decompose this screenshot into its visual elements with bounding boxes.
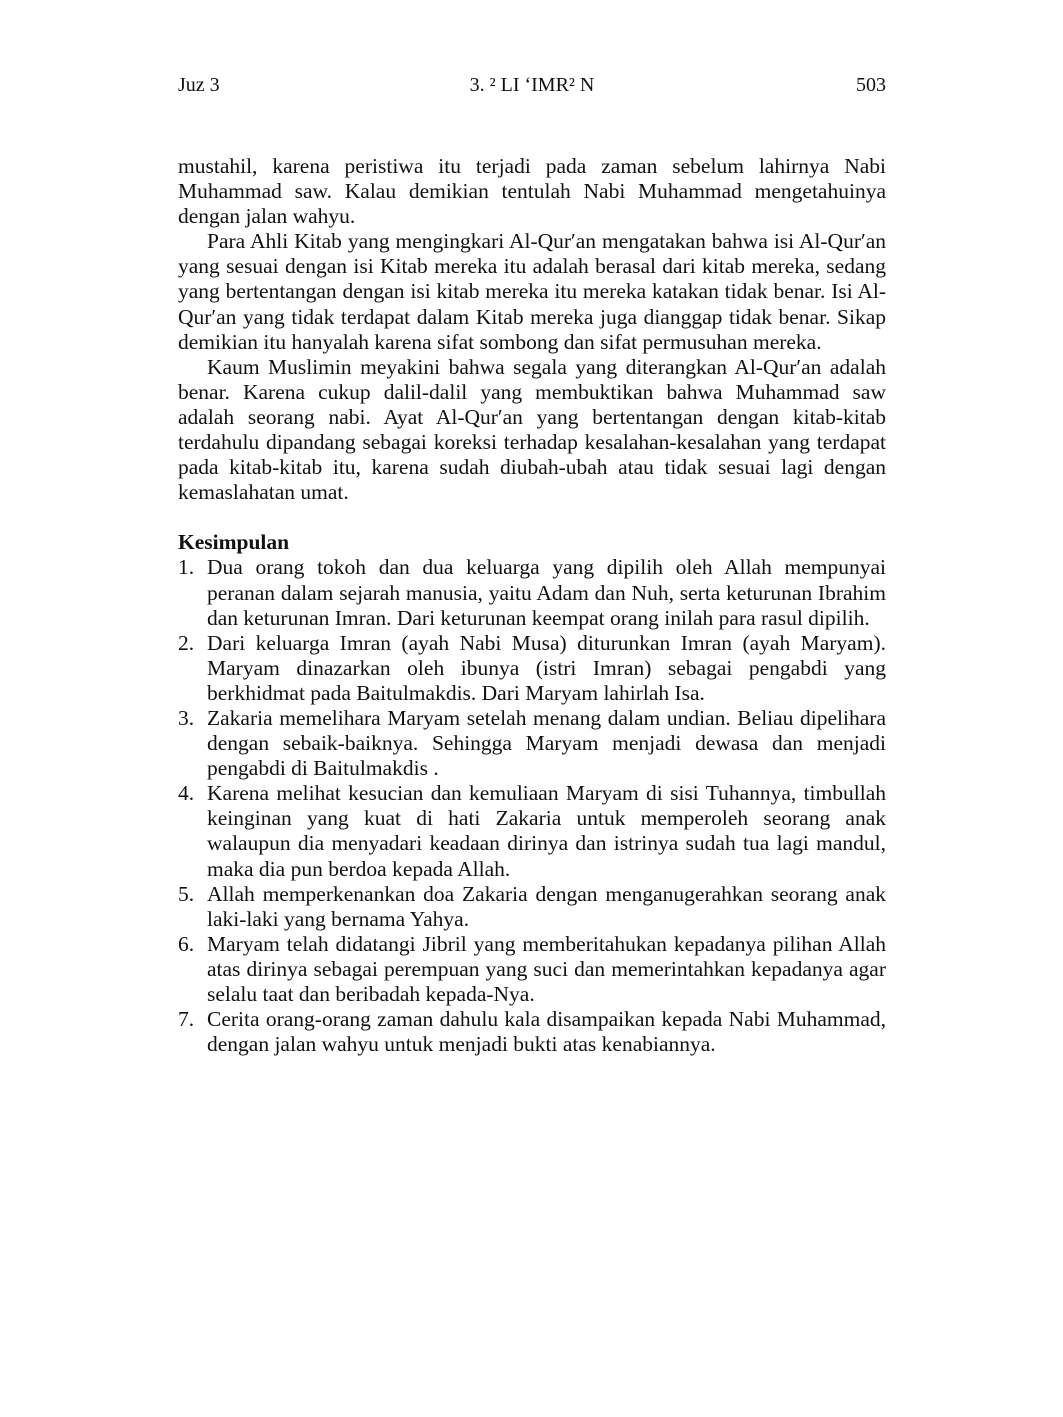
running-header [178, 70, 886, 100]
list-item [178, 631, 886, 706]
list-item-text: Karena melihat kesucian dan kemuliaan Maryam di sisi Tuhannya, timbullah keinginan yang kuat di hati Zakaria untuk memperoleh seorang anak walaupun dia menyadari keadaan dirinya dan istrinya sudah tua lagi mandul, maka dia pun berdoa kepada Allah. [207, 781, 886, 881]
list-item-number: 2. [178, 630, 195, 655]
page-number: 503 [856, 74, 886, 96]
surah-title: 3. ² LI ‘IMR² N [469, 74, 595, 96]
list-item-number: 6. [178, 931, 195, 956]
list-item [178, 706, 886, 781]
list-item-number: 3. [178, 705, 195, 730]
list-item [178, 1007, 886, 1057]
list-item-number: 5. [178, 881, 195, 906]
juz-label: Juz 3 [178, 74, 220, 96]
list-item-number: 1. [178, 555, 195, 580]
body-text [178, 154, 886, 1057]
list-item-number: 7. [178, 1007, 195, 1032]
conclusion-list [178, 555, 886, 1057]
paragraph-continuation: mustahil, karena peristiwa itu terjadi pada zaman sebelum lahirnya Nabi Muhammad saw. Kalau demikian tentulah Nabi Muhammad mengetahuinya dengan jalan wahyu. [178, 154, 886, 229]
list-item-number: 4. [178, 781, 195, 806]
list-item [178, 882, 886, 932]
list-item-text: Dua orang tokoh dan dua keluarga yang dipilih oleh Allah mempunyai peranan dalam sejarah manusia, yaitu Adam dan Nuh, serta keturunan Ibrahim dan keturunan Imran. Dari keturunan keempat orang inilah para rasul dipilih. [207, 555, 886, 630]
list-item [178, 555, 886, 630]
list-item-text: Dari keluarga Imran (ayah Nabi Musa) diturunkan Imran (ayah Maryam). Maryam dinazarkan oleh ibunya (istri Imran) sebagai pengabdi yang berkhidmat pada Baitulmakdis. Dari Maryam lahirlah Isa. [207, 630, 886, 705]
list-item-text: Cerita orang-orang zaman dahulu kala disampaikan kepada Nabi Muhammad, dengan jalan wahyu untuk menjadi bukti atas kenabiannya. [207, 1007, 886, 1057]
list-item-text: Maryam telah didatangi Jibril yang memberitahukan kepadanya pilihan Allah atas dirinya sebagai perempuan yang suci dan memerintahkan kepadanya agar selalu taat dan beribadah kepada-Nya. [207, 931, 886, 1006]
list-item-text: Zakaria memelihara Maryam setelah menang dalam undian. Beliau dipelihara dengan sebaik-baiknya. Sehingga Maryam menjadi dewasa dan menjadi pengabdi di Baitulmakdis . [207, 705, 886, 781]
page [178, 70, 886, 1057]
paragraph-kaum-muslimin: Kaum Muslimin meyakini bahwa segala yang diterangkan Al-Qur′an adalah benar. Karena cukup dalil-dalil yang membuktikan bahwa Muhammad saw adalah seorang nabi. Ayat Al-Qur′an yang bertentangan dengan kitab-kitab terdahulu dipandang sebagai koreksi terhadap kesalahan-kesalahan yang terdapat pada kitab-kitab itu, karena sudah diubah-ubah atau tidak sesuai lagi dengan kemaslahatan umat. [178, 354, 886, 505]
list-item-text: Allah memperkenankan doa Zakaria dengan menganugerahkan seorang anak laki-laki yang bernama Yahya. [207, 881, 886, 931]
section-heading: Kesimpulan [178, 530, 290, 555]
list-item [178, 932, 886, 1007]
paragraph-ahli-kitab: Para Ahli Kitab yang mengingkari Al-Qur′an mengatakan bahwa isi Al-Qur′an yang sesuai dengan isi Kitab mereka itu adalah berasal dari kitab mereka, sedang yang bertentangan dengan isi kitab mereka itu mereka katakan tidak benar. Isi Al-Qur′an yang tidak terdapat dalam Kitab mereka juga dianggap tidak benar. Sikap demikian itu hanyalah karena sifat sombong dan sifat permusuhan mereka. [178, 229, 886, 354]
list-item [178, 781, 886, 881]
